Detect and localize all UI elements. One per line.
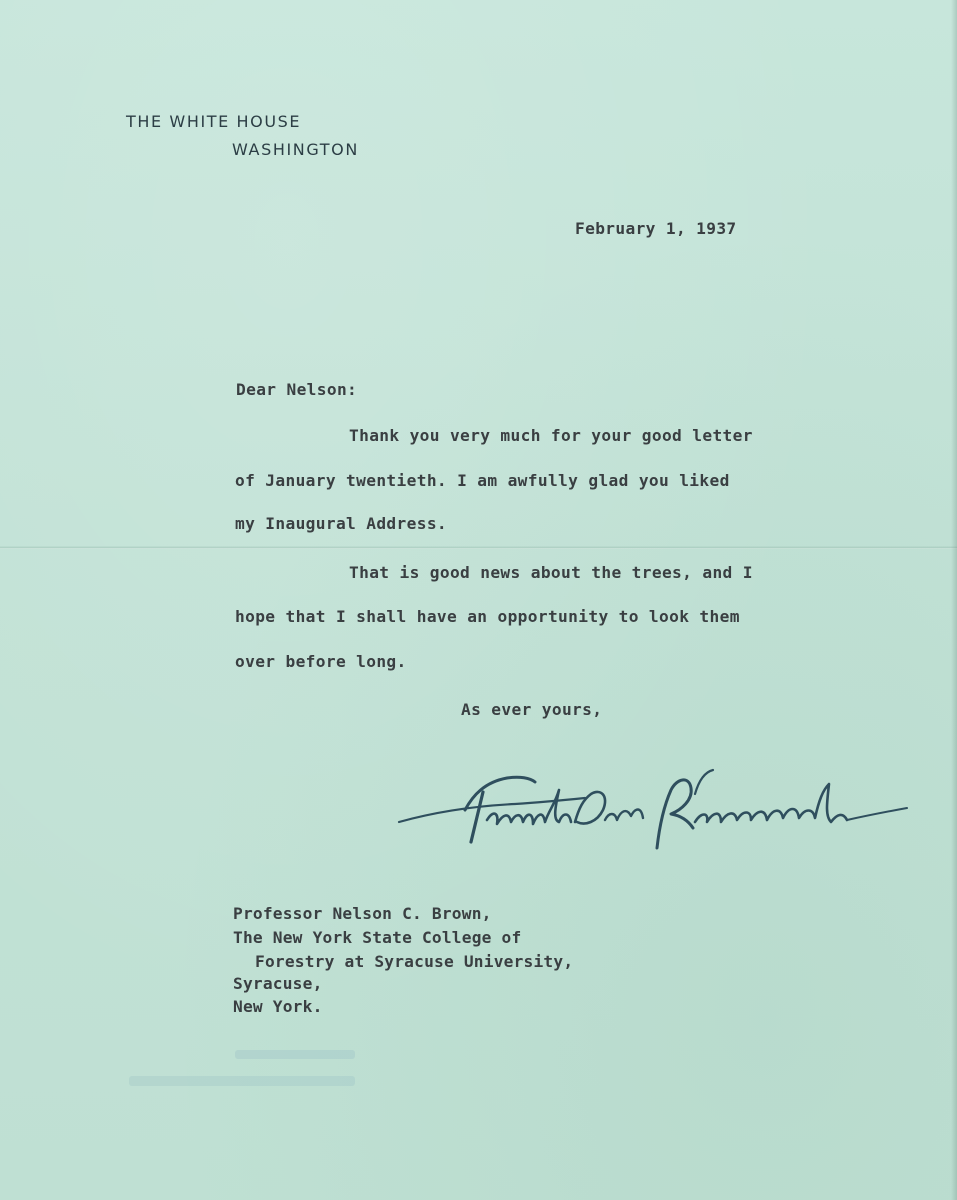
faint-offset-print xyxy=(125,1040,365,1100)
body-line: hope that I shall have an opportunity to look them xyxy=(235,607,740,626)
letter-date: February 1, 1937 xyxy=(575,219,737,238)
handwritten-signature xyxy=(395,760,910,860)
body-line: of January twentieth. I am awfully glad you liked xyxy=(235,471,730,490)
paper-fold-line xyxy=(0,546,957,549)
recipient-line: The New York State College of xyxy=(233,928,522,947)
paper-edge xyxy=(951,0,957,1200)
recipient-line: New York. xyxy=(233,997,323,1016)
body-line: That is good news about the trees, and I xyxy=(349,563,753,582)
recipient-line: Forestry at Syracuse University, xyxy=(255,952,574,971)
recipient-line: Syracuse, xyxy=(233,974,323,993)
body-line: my Inaugural Address. xyxy=(235,514,448,533)
letterhead-location: WASHINGTON xyxy=(232,140,359,159)
closing: As ever yours, xyxy=(461,700,603,719)
letterhead-title: THE WHITE HOUSE xyxy=(126,112,302,131)
salutation: Dear Nelson: xyxy=(236,380,358,399)
body-line: Thank you very much for your good letter xyxy=(349,426,753,445)
recipient-line: Professor Nelson C. Brown, xyxy=(233,904,492,923)
body-line: over before long. xyxy=(235,652,407,671)
